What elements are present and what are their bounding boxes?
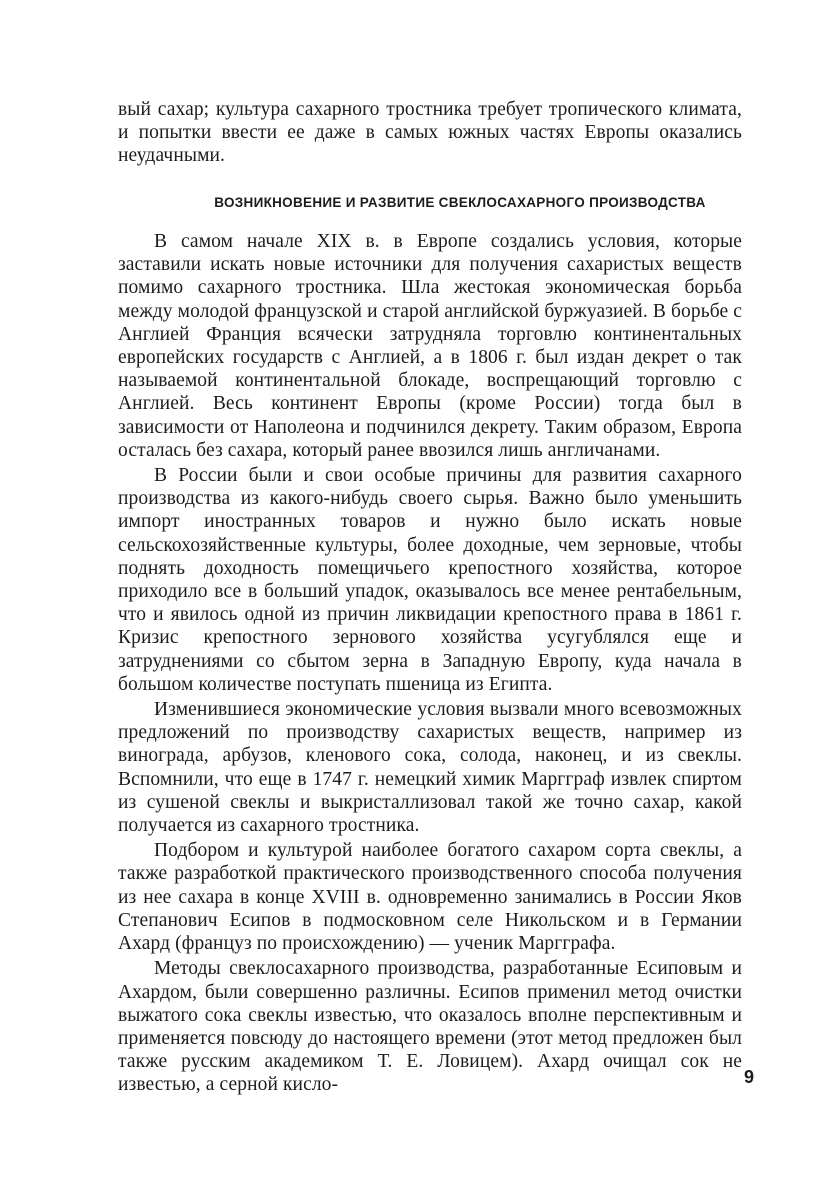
intro-paragraph: вый сахар; культура сахарного тростника требует тропического климата, и попытки ввести ее даже в самых южных частях Европы оказались неудачными. <box>118 99 742 167</box>
paragraph-3: Изменившиеся экономические условия вызвали много всевозможных предложений по производству сахаристых веществ, например из винограда, арбузов, кленового сока, солода, наконец, и из свеклы. Вспомнили, что еще в 1747 г. немецкий химик Маргграф извлек спиртом из сушеной свеклы и выкристаллизовал такой же точно сахар, какой получается из сахарного тростника. <box>118 699 742 837</box>
intro-paragraph-block <box>118 98 742 168</box>
page-number: 9 <box>744 1067 755 1087</box>
paragraph-5: Методы свеклосахарного производства, разработанные Есиповым и Ахардом, были совершенно различны. Есипов применил метод очистки выжатого сока свеклы известью, что оказалось вполне перспективным и применяется повсюду до настоящего времени (этот метод предложен был также русским академиком Т. Е. Ловицем). Ахард очищал сок не известью, а серной кисло- <box>118 958 742 1096</box>
paragraph-1: В самом начале XIX в. в Европе создались условия, которые заставили искать новые источники для получения сахаристых веществ помимо сахарного тростника. Шла жестокая экономическая борьба между молодой французской и старой английской буржуазией. В борьбе с Англией Франция всячески затрудняла торговлю континентальных европейских государств с Англией, а в 1806 г. был издан декрет о так называемой континентальной блокаде, воспрещающий торговлю с Англией. Весь континент Европы (кроме России) тогда был в зависимости от Наполеона и подчинился декрету. Таким образом, Европа осталась без сахара, который ранее ввозился лишь англичанами. <box>118 231 742 461</box>
body-text <box>118 230 742 1099</box>
paragraph-4: Подбором и культурой наиболее богатого сахаром сорта свеклы, а также разработкой практического производственного способа получения из нее сахара в конце XVIII в. одновременно занимались в России Яков Степанович Есипов в подмосковном селе Никольском и в Германии Ахард (француз по происхождению) — ученик Маргграфа. <box>118 840 742 955</box>
section-heading: ВОЗНИКНОВЕНИЕ И РАЗВИТИЕ СВЕКЛОСАХАРНОГО ПРОИЗВОДСТВА <box>214 195 706 210</box>
paragraph-2: В России были и свои особые причины для развития сахарного производства из какого-нибудь своего сырья. Важно было уменьшить импорт иностранных товаров и нужно было искать новые сельскохозяйственные культуры, более доходные, чем зерновые, чтобы поднять доходность помещичьего крепостного хозяйства, которое приходило все в больший упадок, оказывалось все менее рентабельным, что и явилось одной из причин ликвидации крепостного права в 1861 г. Кризис крепостного зернового хозяйства усугублялся еще и затруднениями со сбытом зерна в Западную Европу, куда начала в большом количестве поступать пшеница из Египта. <box>118 465 742 695</box>
